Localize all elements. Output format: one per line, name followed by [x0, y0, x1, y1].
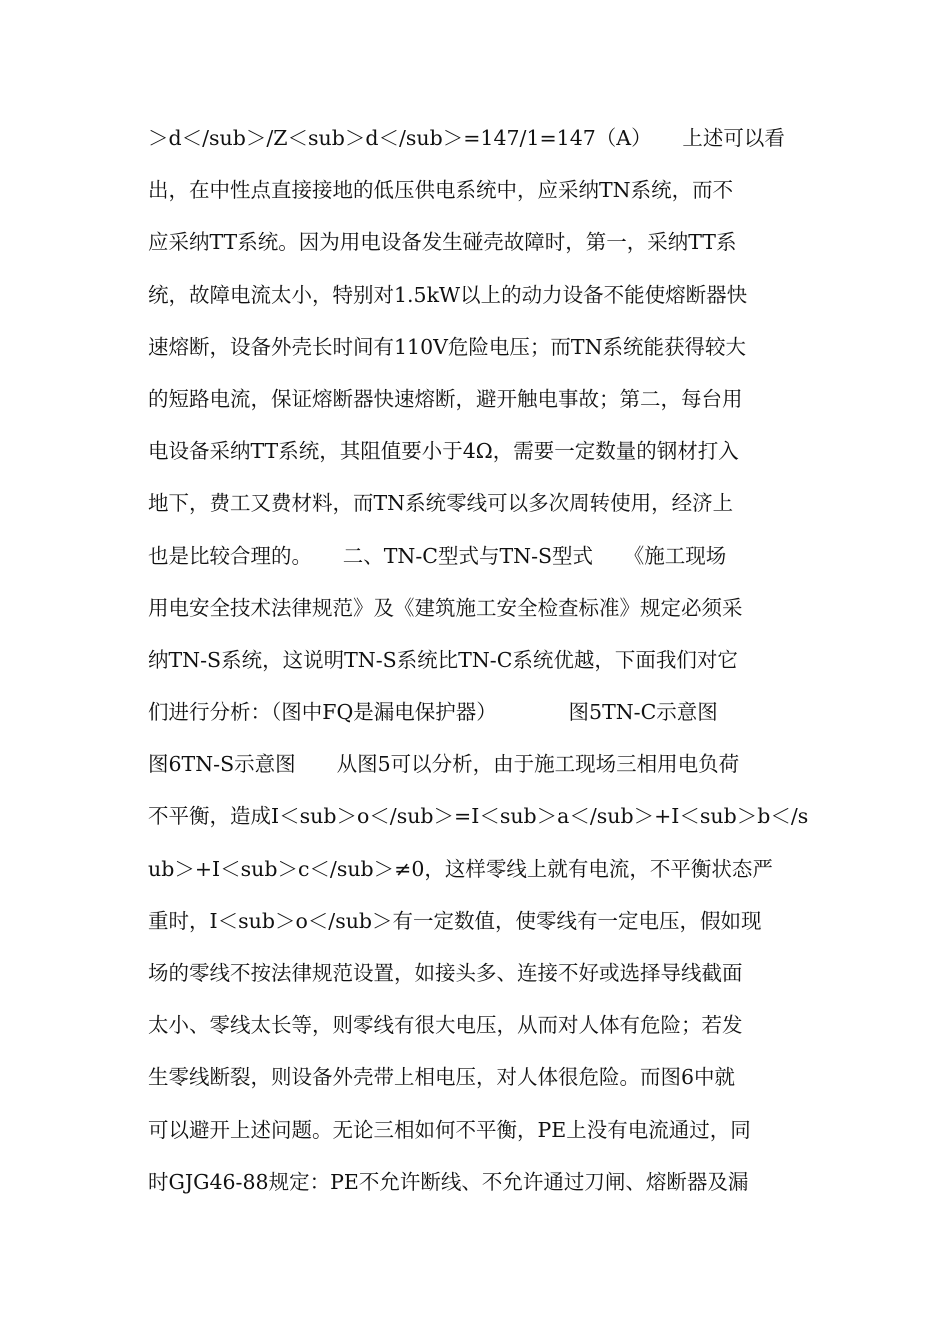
- text-line: 图6TN-S示意图 从图5可以分析，由于施工现场三相用电负荷: [148, 752, 740, 777]
- text-line: 们进行分析：（图中FQ是漏电保护器） 图5TN-C示意图: [148, 700, 718, 725]
- text-line: 不平衡，造成I＜sub＞o＜/sub＞=I＜sub＞a＜/sub＞+I＜sub＞b＜/s: [148, 804, 809, 829]
- text-line: 出，在中性点直接接地的低压供电系统中，应采纳TN系统，而不: [148, 178, 734, 203]
- text-line: 地下，费工又费材料，而TN系统零线可以多次周转使用，经济上: [148, 491, 734, 516]
- text-line: 生零线断裂，则设备外壳带上相电压，对人体很危险。而图6中就: [148, 1065, 736, 1090]
- body-text: [148, 116, 808, 1212]
- text-line: 也是比较合理的。 二、TN-C型式与TN-S型式 《施工现场: [148, 543, 727, 568]
- text-line: 纳TN-S系统，这说明TN-S系统比TN-C系统优越，下面我们对它: [148, 647, 738, 672]
- text-line: 的短路电流，保证熔断器快速熔断，避开触电事故；第二，每台用: [148, 386, 743, 411]
- text-line: 时GJG46-88规定：PE不允许断线、不允许通过刀闸、熔断器及漏: [148, 1169, 749, 1194]
- text-line: 统，故障电流太小，特别对1.5kW以上的动力设备不能使熔断器快: [148, 282, 748, 307]
- text-line: ＞d＜/sub＞/Z＜sub＞d＜/sub＞=147/1=147（A） 上述可以看: [148, 126, 785, 150]
- text-line: 应采纳TT系统。因为用电设备发生碰壳故障时，第一，采纳TT系: [148, 230, 737, 255]
- text-line: 太小、零线太长等，则零线有很大电压，从而对人体有危险；若发: [148, 1013, 743, 1038]
- text-line: 电设备采纳TT系统，其阻值要小于4Ω，需要一定数量的钢材打入: [148, 439, 739, 464]
- text-line: 场的零线不按法律规范设置，如接头多、连接不好或选择导线截面: [148, 961, 743, 985]
- text-line: 用电安全技术法律规范》及《建筑施工安全检查标准》规定必须采: [148, 595, 743, 620]
- text-line: 可以避开上述问题。无论三相如何不平衡，PE上没有电流通过，同: [148, 1117, 751, 1142]
- text-line: 重时，I＜sub＞o＜/sub＞有一定数值，使零线有一定电压，假如现: [148, 908, 762, 933]
- text-line: ub＞+I＜sub＞c＜/sub＞≠0，这样零线上就有电流，不平衡状态严: [148, 856, 773, 881]
- text-line: 速熔断，设备外壳长时间有110V危险电压；而TN系统能获得较大: [148, 334, 747, 359]
